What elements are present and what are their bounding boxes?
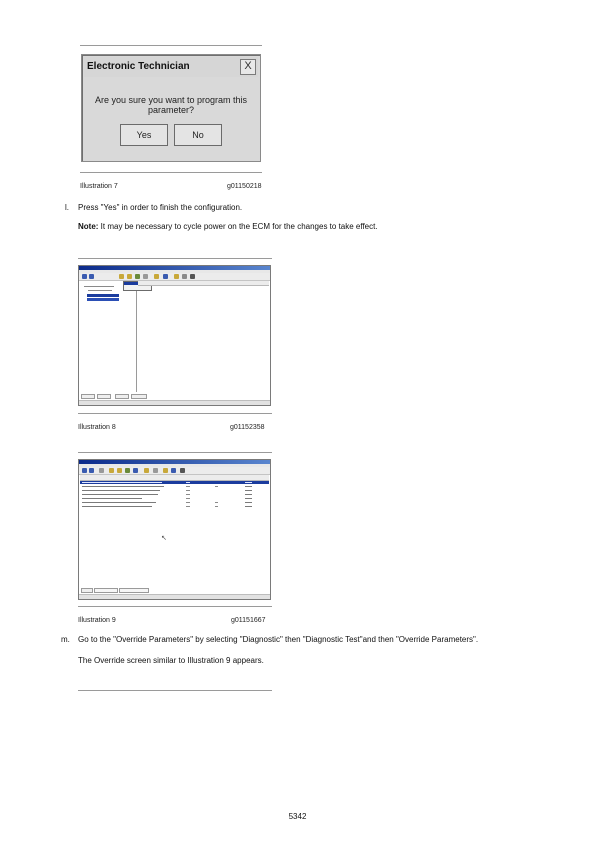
table-row[interactable] [80,489,269,492]
toolbar-icon[interactable] [89,274,94,279]
bottom-button[interactable] [115,394,129,399]
tree-item-selected[interactable] [87,294,119,297]
list-header [138,281,269,286]
toolbar-icon[interactable] [82,274,87,279]
tree-item-selected[interactable] [87,298,119,301]
dialog-title: Electronic Technician [84,57,258,77]
illustration-9-graphic-id: g01151667 [231,617,266,624]
toolbar-icon[interactable] [117,468,122,473]
bottom-button[interactable] [97,394,111,399]
note-text: It may be necessary to cycle power on the ECM for the changes to take effect. [98,222,378,231]
toolbar-icon[interactable] [119,274,124,279]
table-row[interactable] [80,501,269,504]
illustration-8-caption: Illustration 8 [78,424,116,431]
bottom-button[interactable] [131,394,147,399]
toolbar-icon[interactable] [144,468,149,473]
toolbar-icon[interactable] [127,274,132,279]
mouse-cursor-icon: ↖ [161,535,167,542]
help-icon[interactable] [190,274,195,279]
step-m-followup: The Override screen similar to Illustration 9 appears. [78,656,264,665]
bottom-tab-button[interactable] [119,588,149,593]
table-row[interactable] [80,497,269,500]
dialog-message: Are you sure you want to program this parameter? [94,95,248,115]
toolbar-icon[interactable] [99,468,104,473]
step-m-text: Go to the "Override Parameters" by selecting "Diagnostic" then "Diagnostic Test"and then "Override Parameters". [78,635,479,644]
bottom-tab-button[interactable] [94,588,118,593]
step-l-marker: l. [65,203,69,212]
table-row[interactable] [80,485,269,488]
illustration-7-graphic-id: g01150218 [227,183,262,190]
confirm-dialog [81,54,261,162]
illustration-8-graphic-id: g01152358 [230,424,265,431]
toolbar-icon[interactable] [133,468,138,473]
table-row-selected[interactable] [80,481,269,484]
app-window-illustration-9 [78,459,271,600]
toolbar-icon[interactable] [174,274,179,279]
table-row[interactable] [80,493,269,496]
illustration-9-caption: Illustration 9 [78,617,116,624]
illustration-8-bottom-rule [78,413,272,414]
toolbar-icon[interactable] [171,468,176,473]
status-bar [79,594,270,599]
toolbar-icon[interactable] [82,468,87,473]
bottom-button[interactable] [81,394,95,399]
tree-item [84,286,114,287]
toolbar-icon[interactable] [125,468,130,473]
step-l-text: Press "Yes" in order to finish the configuration. [78,203,243,212]
yes-button[interactable]: Yes [120,124,168,146]
illustration-7-caption: Illustration 7 [80,183,118,190]
step-l-note [78,222,378,232]
illustration-9-top-rule [78,452,272,453]
toolbar-icon[interactable] [109,468,114,473]
table-row[interactable] [80,505,269,508]
help-icon[interactable] [180,468,185,473]
toolbar-icon[interactable] [163,274,168,279]
illustration-8-top-rule [78,258,272,259]
note-label: Note: [78,222,99,231]
toolbar-icon[interactable] [182,274,187,279]
toolbar-icon[interactable] [89,468,94,473]
toolbar-icon[interactable] [153,468,158,473]
tree-item [88,290,112,291]
illustration-7-top-rule [80,45,262,46]
illustration-9-bottom-rule [78,606,272,607]
status-bar [79,400,270,405]
toolbar-icon[interactable] [143,274,148,279]
toolbar-icon[interactable] [154,274,159,279]
app-window-illustration-8 [78,265,271,406]
close-icon[interactable]: X [240,59,256,75]
page-number: 5342 [288,812,307,821]
next-illustration-top-rule [78,690,272,691]
toolbar-icon[interactable] [163,468,168,473]
bottom-tab-button[interactable] [81,588,93,593]
no-button[interactable]: No [174,124,222,146]
illustration-7-bottom-rule [80,172,262,173]
step-m-marker: m. [61,635,70,644]
toolbar-icon[interactable] [135,274,140,279]
